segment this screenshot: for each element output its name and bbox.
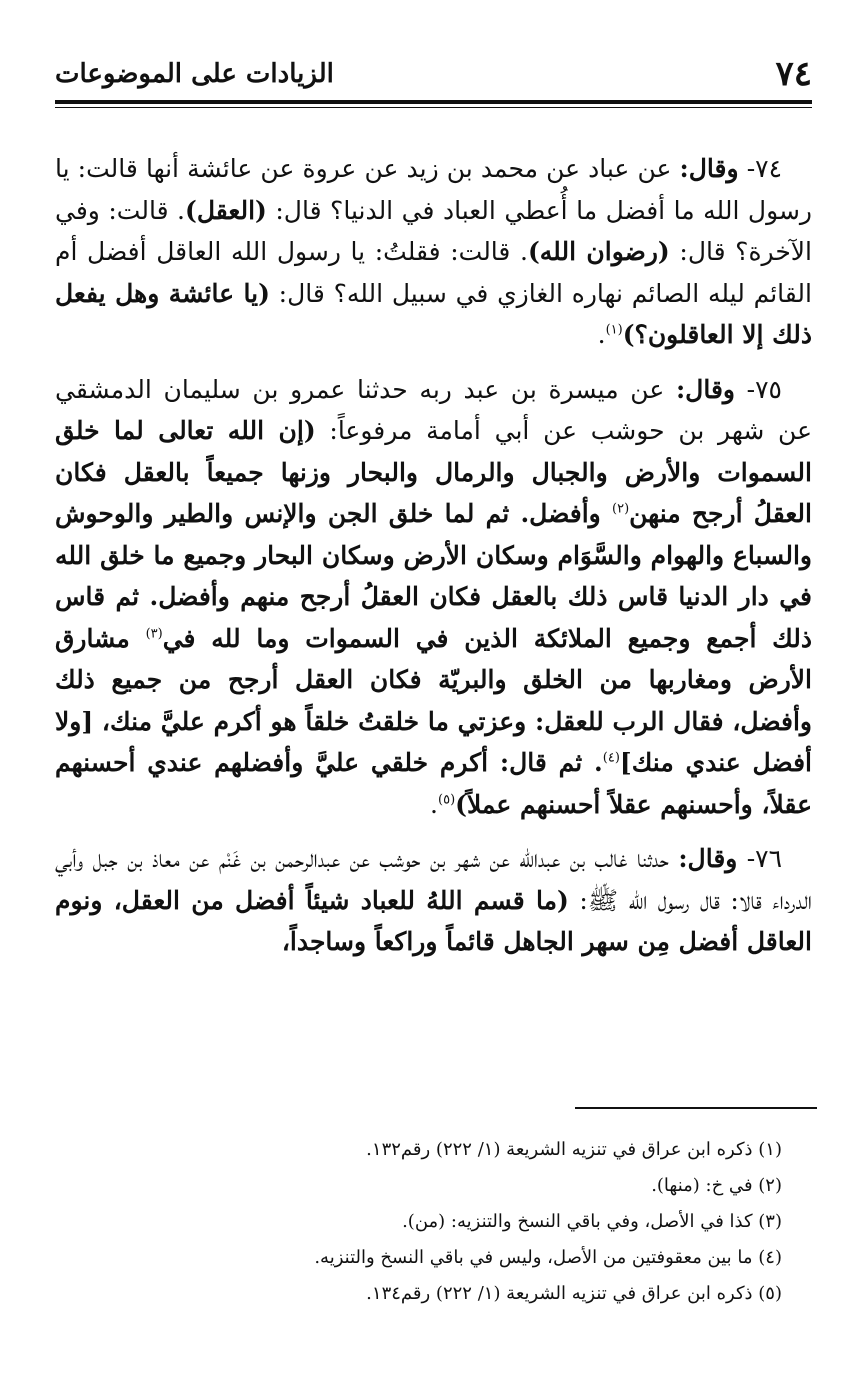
hadith-quote-text: (ما قسم اللهُ للعباد شيئاً أفضل من العقل، ونوم العاقل أفضل مِن سهر الجاهل قائماً وراكعاً وساجداً، — [55, 885, 812, 956]
footnote-reference: (٥) — [438, 792, 456, 808]
narration-text: . قالت: وفي الآخرة؟ قال: — [55, 195, 812, 266]
hadith-keyword: وقال: — [679, 154, 739, 183]
narration-text: عن ميسرة بن عبد ربه حدثنا عمرو بن سليمان الدمشقي عن شهر بن حوشب عن أبي أمامة مرفوعاً: — [55, 374, 812, 445]
hadith-number: ٧٥- — [746, 374, 782, 404]
footnote-reference: (٣) — [145, 626, 163, 642]
footnote-1: (١) ذكره ابن عراق في تنزيه الشريعة (١/ ٢٢٢) رقم١٣٢. — [366, 1139, 782, 1160]
hadith-keyword: وقال: — [675, 374, 735, 404]
narration-text: . — [597, 320, 606, 349]
hadith-quote-text: (رضوان الله) — [527, 237, 670, 266]
hadith-quote-text: (إن الله تعالى لما خلق السموات والأرض والجبال والرمال والبحار وزنها جميعاً بالعقل فكان العقلُ أرجح منهن — [55, 416, 812, 528]
narration-text: عن عباد عن محمد بن زيد عن عروة عن عائشة أنها قالت: يا رسول الله ما أفضل ما أُعطي العباد في الدنيا؟ قال: — [55, 154, 813, 225]
footnote-5: (٥) ذكره ابن عراق في تنزيه الشريعة (١/ ٢٢٢) رقم١٣٤. — [366, 1283, 782, 1304]
footnote-3: (٣) كذا في الأصل، وفي باقي النسخ والتنزيه: (من). — [402, 1211, 782, 1232]
hadith-keyword: وقال: — [678, 844, 738, 873]
footnote-2: (٢) في خ: (منها). — [651, 1175, 782, 1196]
hadith-quote-text: (العقل) — [185, 195, 267, 225]
narration-text: . — [430, 789, 438, 819]
hadith-quote-text: (يا عائشة وهل يفعل ذلك إلا العاقلون؟) — [55, 278, 812, 349]
hadith-number: ٧٦- — [746, 844, 782, 873]
footnote-reference: (٤) — [602, 750, 620, 766]
paragraph-76 — [55, 838, 812, 963]
footnote-reference: (١) — [605, 322, 623, 338]
hadith-quote-text: وأفضل. ثم لما خلق الجن والإنس والطير والوحوش والسباع والهوام والسَّوَام وسكان الأرض وسكان البحار وجميع ما خلق الله في دار الدنيا قاس ذلك بالعقل فكان العقلُ أرجح منهم وأفضل. ثم قاس ذلك أجمع وجميع الملائكة الذين في السموات وما لله في — [55, 499, 812, 653]
footnotes — [55, 1132, 812, 1312]
paragraph-74 — [55, 148, 812, 356]
page-number: ٧٤ — [775, 54, 812, 94]
footnote-4: (٤) ما بين معقوفتين من الأصل، وليس في باقي النسخ والتنزيه. — [314, 1247, 782, 1268]
header-rule-thick — [55, 100, 812, 104]
hadith-number: ٧٤- — [746, 154, 782, 183]
paragraph-75 — [55, 369, 812, 826]
page-header — [55, 52, 812, 96]
narration-text: . قالت: فقلتُ: يا رسول الله العاقل أفضل أم القائم ليله الصائم نهاره الغازي في سبيل الله؟ قال: — [55, 237, 812, 308]
hadith-quote-text: مشارق الأرض ومغاربها من الخلق والبريّة فكان العقل أرجح من جميع ذلك وأفضل، فقال الرب للعقل: وعزتي ما خلقتُ خلقاً هو أكرم عليَّ منك، [ولا أفضل عندي منك] — [55, 623, 813, 777]
narration-text: حدثنا غالب بن عبدالله عن شهر بن حوشب عن عبدالرحمن بن غَنْم عن معاذ بن جبل وأبي الدرداء قالا: قال رسول الله ﷺ: — [55, 844, 812, 915]
footnote-reference: (٢) — [612, 501, 630, 517]
header-rule-thin — [55, 107, 812, 108]
hadith-quote-text: . ثم قال: أكرم خلقي عليَّ وأفضلهم عندي أحسنهم عقلاً، وأحسنهم عقلاً أحسنهم عملاً) — [55, 748, 812, 819]
body-text — [55, 148, 812, 976]
footnote-separator — [575, 1107, 817, 1109]
running-title: الزيادات على الموضوعات — [55, 59, 334, 89]
